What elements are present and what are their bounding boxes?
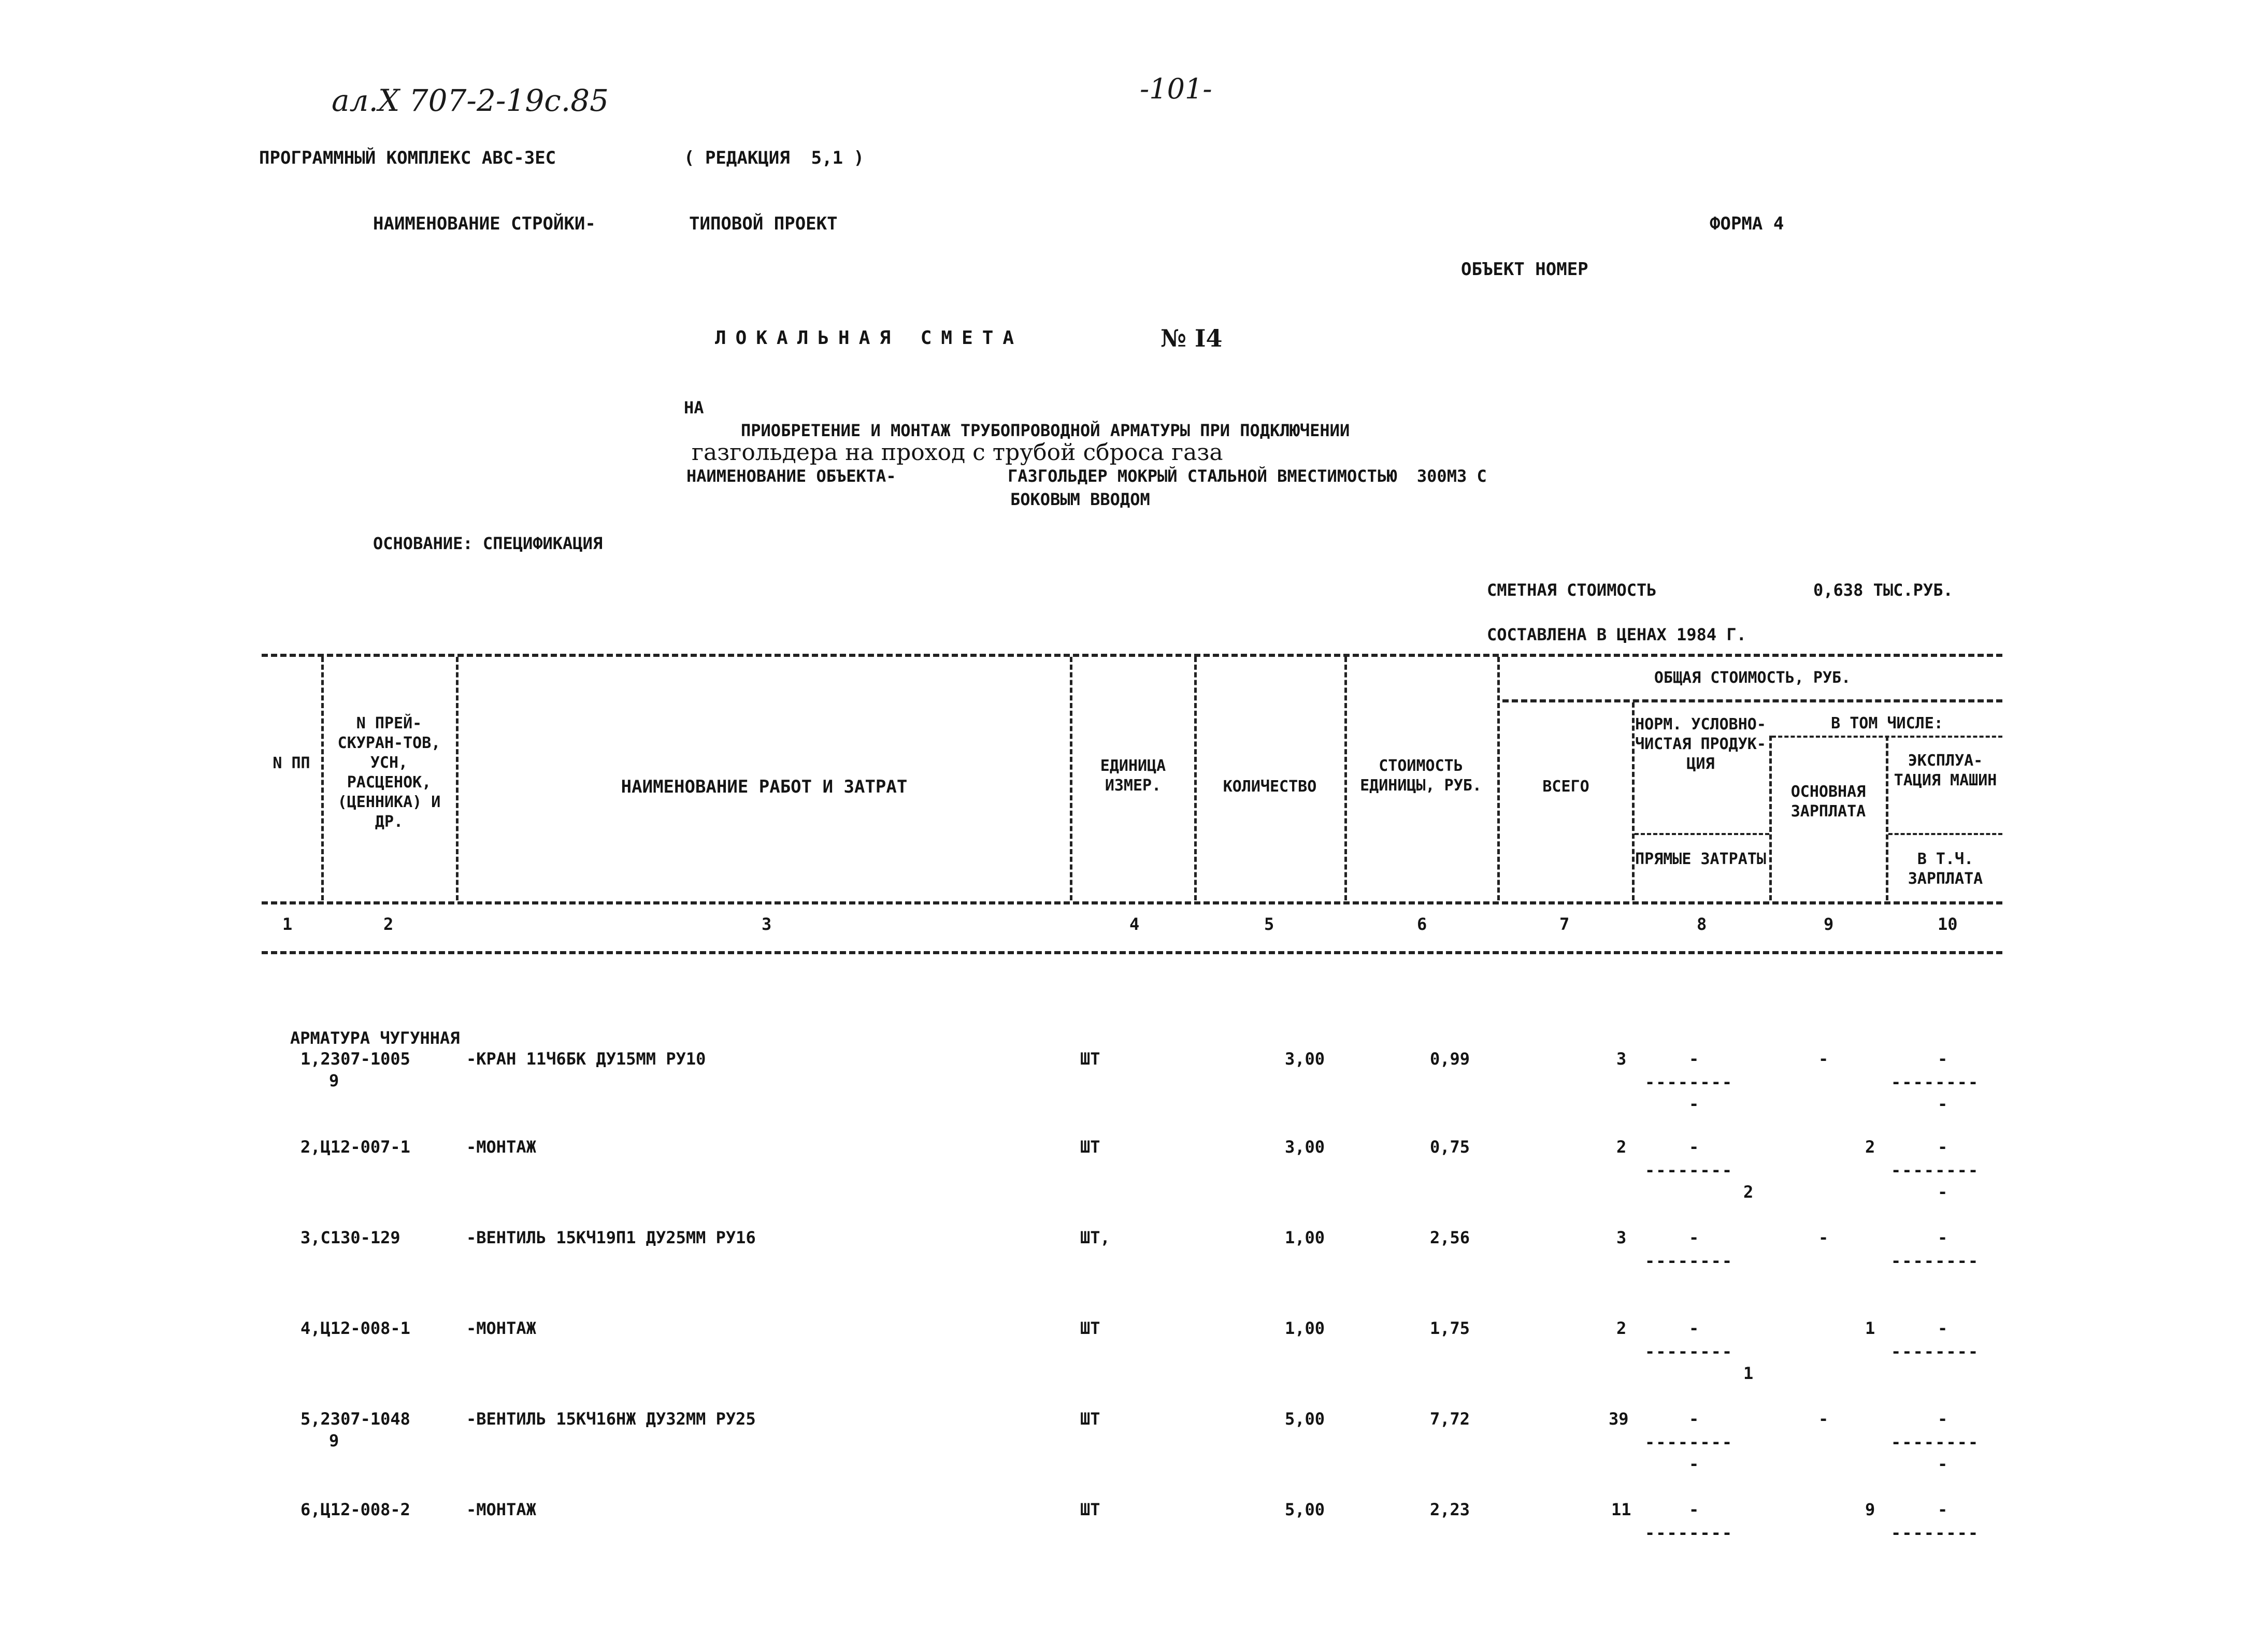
row-wage: 2 (1865, 1137, 1875, 1157)
row-name: -МОНТАЖ (466, 1318, 536, 1338)
row-name: -МОНТАЖ (466, 1500, 536, 1519)
column-number: 4 (1129, 914, 1140, 934)
row-total: 39 (1609, 1409, 1629, 1429)
basis: ОСНОВАНИЕ: СПЕЦИФИКАЦИЯ (373, 534, 603, 553)
row-stub-line: -------- (1645, 1342, 1733, 1361)
row-stub-line: -------- (1645, 1160, 1733, 1180)
row-code: 4,Ц12-008-1 (300, 1318, 410, 1338)
row-code: 3,С130-129 (300, 1228, 400, 1247)
row-code: 2,Ц12-007-1 (300, 1137, 410, 1157)
row-machines: - (1938, 1409, 1948, 1429)
header-total-group: ОБЩАЯ СТОИМОСТЬ, РУБ. (1654, 669, 1851, 687)
row-machines-wage: - (1938, 1454, 1948, 1474)
row-wage: 1 (1865, 1318, 1875, 1338)
row-machines-wage: - (1938, 1182, 1948, 1202)
row-unit-cost: 7,72 (1430, 1409, 1470, 1429)
row-code: 5,2307-1048 (300, 1409, 410, 1429)
row-stub-line: -------- (1645, 1523, 1733, 1543)
edition: ( РЕДАКЦИЯ 5,1 ) (684, 148, 864, 168)
object-number-label: ОБЪЕКТ НОМЕР (1461, 259, 1588, 280)
row-stub-line: -------- (1891, 1432, 1980, 1452)
row-stub-line: -------- (1891, 1160, 1980, 1180)
table-top-rule (262, 654, 2002, 657)
column-number: 5 (1264, 914, 1274, 934)
row-qty: 1,00 (1285, 1228, 1325, 1247)
row-unit-cost: 0,75 (1430, 1137, 1470, 1157)
row-machines: - (1938, 1318, 1948, 1338)
row-code: 6,Ц12-008-2 (300, 1500, 410, 1519)
row-unit: ШТ (1080, 1318, 1100, 1338)
row-direct-costs: 2 (1743, 1182, 1754, 1202)
row-direct-costs: - (1689, 1094, 1699, 1114)
row-stub-line: -------- (1891, 1523, 1980, 1543)
row-qty: 5,00 (1285, 1409, 1325, 1429)
row-stub-line: -------- (1891, 1342, 1980, 1361)
row-wage: - (1818, 1409, 1829, 1429)
row-total: 3 (1616, 1228, 1627, 1247)
row-unit: ШТ (1080, 1137, 1100, 1157)
header-machines: ЭКСПЛУА-ТАЦИЯ МАШИН (1894, 752, 1997, 789)
header-qty: КОЛИЧЕСТВО (1223, 778, 1317, 796)
column-number: 3 (762, 914, 772, 934)
col-divider (456, 657, 458, 900)
row-wage: - (1818, 1228, 1829, 1247)
row-total: 3 (1616, 1049, 1627, 1069)
row-name: -КРАН 11Ч6БК ДУ15ММ РУ10 (466, 1049, 706, 1069)
row-norm-product: - (1689, 1500, 1699, 1519)
row-wage: 9 (1865, 1500, 1875, 1519)
row-norm-product: - (1689, 1137, 1699, 1157)
header-code: N ПРЕЙ-СКУРАН-ТОВ, УСН, РАСЦЕНОК, (ЦЕННИКА) И ДР. (337, 714, 441, 831)
row-unit: ШТ (1080, 1409, 1100, 1429)
object-label: НАИМЕНОВАНИЕ ОБЪЕКТА- (686, 466, 896, 486)
estimated-cost-value: 0,638 ТЫС.РУБ. (1813, 580, 1953, 600)
header-bottom-rule (262, 901, 2002, 904)
norm-rule (1635, 833, 1769, 835)
row-stub-line: -------- (1645, 1072, 1733, 1092)
row-machines: - (1938, 1228, 1948, 1247)
document-title: ЛОКАЛЬНАЯ СМЕТА (715, 327, 1024, 349)
row-machines: - (1938, 1049, 1948, 1069)
subject-na: НА (684, 398, 704, 418)
object-value-continued: БОКОВЫМ ВВОДОМ (1010, 490, 1150, 509)
header-including: В ТОМ ЧИСЛЕ: (1831, 714, 1943, 732)
header-total: ВСЕГО (1542, 778, 1589, 796)
row-code: 1,2307-1005 (300, 1049, 410, 1069)
section-title: АРМАТУРА ЧУГУННАЯ (290, 1028, 460, 1048)
incl-rule (1772, 736, 2002, 738)
header-direct-costs: ПРЯМЫЕ ЗАТРАТЫ (1635, 850, 1766, 868)
column-number: 8 (1697, 914, 1707, 934)
row-norm-product: - (1689, 1318, 1699, 1338)
row-direct-costs: - (1689, 1454, 1699, 1474)
page-number: -101- (1140, 73, 1212, 105)
row-name: -ВЕНТИЛЬ 15КЧ19П1 ДУ25ММ РУ16 (466, 1228, 756, 1247)
row-stub-line: -------- (1645, 1432, 1733, 1452)
row-total: 2 (1616, 1318, 1627, 1338)
header-norm: НОРМ. УСЛОВНО-ЧИСТАЯ ПРОДУК-ЦИЯ (1635, 715, 1766, 773)
row-direct-costs: 1 (1743, 1363, 1754, 1383)
row-total: 11 (1611, 1500, 1631, 1519)
header-n-pp: N ПП (273, 754, 310, 772)
object-value: ГАЗГОЛЬДЕР МОКРЫЙ СТАЛЬНОЙ ВМЕСТИМОСТЬЮ 300М3 С (1008, 466, 1487, 486)
row-wage: - (1818, 1049, 1829, 1069)
row-unit: ШТ, (1080, 1228, 1110, 1247)
row-unit-cost: 1,75 (1430, 1318, 1470, 1338)
row-qty: 1,00 (1285, 1318, 1325, 1338)
row-machines: - (1938, 1137, 1948, 1157)
group-header-rule (1502, 699, 2002, 702)
row-machines: - (1938, 1500, 1948, 1519)
col-divider (1497, 657, 1500, 900)
row-name: -ВЕНТИЛЬ 15КЧ16НЖ ДУ32ММ РУ25 (466, 1409, 756, 1429)
row-unit: ШТ (1080, 1500, 1100, 1519)
header-unit-cost: СТОИМОСТЬ ЕДИНИЦЫ, РУБ. (1360, 757, 1482, 795)
form-number: ФОРМА 4 (1710, 213, 1784, 234)
col-divider (321, 657, 324, 900)
subject-line-2-typed: газгольдера на проход с трубой сброса газа (692, 439, 1223, 466)
column-number: 1 (282, 914, 293, 934)
row-stub-line: -------- (1645, 1251, 1733, 1271)
row-unit: ШТ (1080, 1049, 1100, 1069)
column-number: 2 (383, 914, 394, 934)
row-stub-line: -------- (1891, 1251, 1980, 1271)
row-code-continuation: 9 (329, 1431, 339, 1450)
row-name: -МОНТАЖ (466, 1137, 536, 1157)
row-unit-cost: 0,99 (1430, 1049, 1470, 1069)
price-base: СОСТАВЛЕНА В ЦЕНАХ 1984 Г. (1487, 625, 1746, 644)
subject-line-1: ПРИОБРЕТЕНИЕ И МОНТАЖ ТРУБОПРОВОДНОЙ АРМАТУРЫ ПРИ ПОДКЛЮЧЕНИИ (741, 421, 1350, 440)
column-number: 6 (1417, 914, 1427, 934)
row-code-continuation: 9 (329, 1071, 339, 1090)
row-unit-cost: 2,56 (1430, 1228, 1470, 1247)
construction-label: НАИМЕНОВАНИЕ СТРОЙКИ- (373, 213, 596, 234)
row-machines-wage: - (1938, 1094, 1948, 1114)
column-numbers-rule (262, 951, 2002, 954)
row-qty: 5,00 (1285, 1500, 1325, 1519)
album-reference-handwritten: ал.X 707-2-19с.85 (332, 83, 609, 118)
column-number: 10 (1938, 914, 1958, 934)
program-name: ПРОГРАММНЫЙ КОМПЛЕКС АВС-3ЕС (259, 148, 556, 168)
construction-value: ТИПОВОЙ ПРОЕКТ (689, 213, 838, 234)
row-total: 2 (1616, 1137, 1627, 1157)
column-number: 9 (1824, 914, 1834, 934)
header-name: НАИМЕНОВАНИЕ РАБОТ И ЗАТРАТ (621, 777, 908, 797)
row-norm-product: - (1689, 1049, 1699, 1069)
estimated-cost-label: СМЕТНАЯ СТОИМОСТЬ (1487, 580, 1657, 600)
machines-rule (1888, 833, 2002, 835)
row-qty: 3,00 (1285, 1137, 1325, 1157)
row-unit-cost: 2,23 (1430, 1500, 1470, 1519)
row-norm-product: - (1689, 1228, 1699, 1247)
column-number: 7 (1559, 914, 1570, 934)
row-qty: 3,00 (1285, 1049, 1325, 1069)
header-machines-wage: В Т.Ч. ЗАРПЛАТА (1908, 850, 1983, 888)
col-divider (1070, 657, 1072, 900)
header-unit: ЕДИНИЦА ИЗМЕР. (1100, 757, 1166, 795)
estimate-number: № I4 (1160, 324, 1223, 352)
row-stub-line: -------- (1891, 1072, 1980, 1092)
header-wage: ОСНОВНАЯ ЗАРПЛАТА (1790, 783, 1866, 821)
row-norm-product: - (1689, 1409, 1699, 1429)
